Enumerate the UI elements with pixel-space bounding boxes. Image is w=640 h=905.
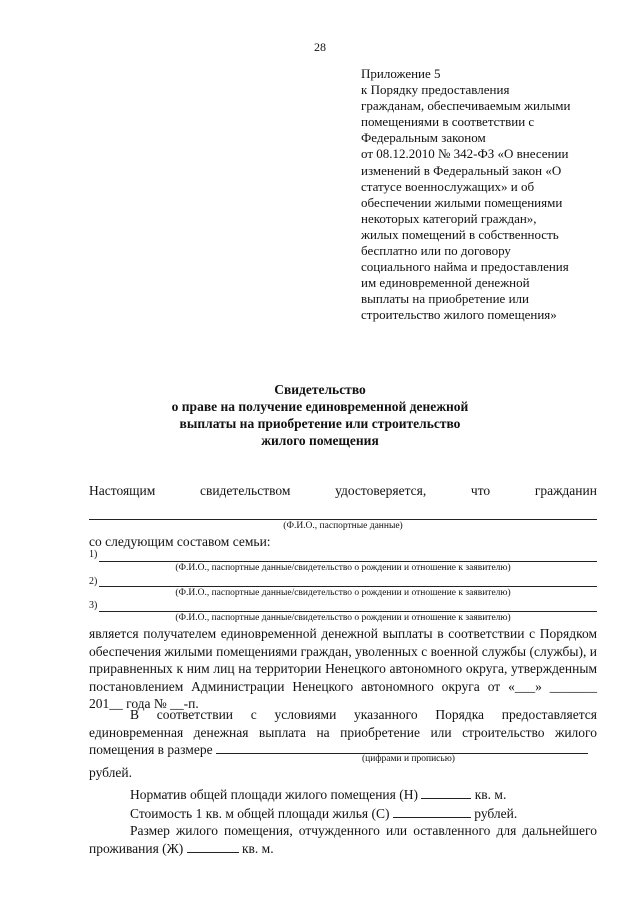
family-number-2: 2)	[89, 576, 98, 587]
size-unit: кв. м.	[242, 840, 274, 856]
appendix-line: бесплатно или по договору	[361, 243, 511, 259]
appendix-line: социального найма и предоставления	[361, 259, 569, 275]
family-number-1: 1)	[89, 549, 98, 560]
appendix-line: им единовременной денежной	[361, 275, 530, 291]
norm-fill-line[interactable]	[421, 788, 471, 799]
caption-fio: (Ф.И.О., паспортные данные)	[283, 521, 403, 531]
title-line: выплаты на приобретение или строительство	[179, 416, 461, 431]
norm-unit: кв. м.	[474, 787, 507, 802]
appendix-header	[361, 66, 621, 324]
family-fill-line-2[interactable]	[99, 586, 597, 587]
cost-line	[89, 806, 597, 822]
title-line: о праве на получение единовременной денежной	[171, 399, 469, 414]
appendix-line: некоторых категорий граждан»,	[361, 210, 537, 226]
size-paragraph	[89, 822, 597, 857]
paragraph-accordance	[89, 706, 597, 759]
family-intro: со следующим составом семьи:	[89, 534, 271, 549]
paragraph-recipient: является получателем единовременной денежной выплаты в соответствии с Порядком обеспечения жилыми помещениями граждан, уволенных с военной службы (службы), и приравненных к ним лиц на территории Ненецкого автономного округа, утвержденным постановлением Администрации Ненецкого автономного округа от «___» _______ 201__ года № __-п.	[89, 626, 597, 711]
family-fill-line-1[interactable]	[99, 561, 597, 562]
cost-unit: рублей.	[474, 806, 518, 821]
appendix-line: Федеральным законом	[361, 130, 486, 146]
appendix-line: строительство жилого помещения»	[361, 307, 557, 323]
family-number-3: 3)	[89, 600, 98, 611]
size-label: Размер жилого помещения, отчужденного или оставленного для дальнейшего проживания (Ж)	[89, 823, 597, 856]
caption-family-2: (Ф.И.О., паспортные данные/свидетельство о рождении и отношение к заявителю)	[175, 588, 511, 598]
caption-family-3: (Ф.И.О., паспортные данные/свидетельство о рождении и отношение к заявителю)	[175, 613, 511, 623]
appendix-line: Приложение 5	[361, 66, 441, 81]
appendix-line: от 08.12.2010 № 342-ФЗ «О внесении	[361, 146, 569, 162]
appendix-line: изменений в Федеральный закон «О	[361, 162, 562, 178]
intro-word: свидетельством	[199, 483, 291, 498]
cost-fill-line[interactable]	[393, 807, 471, 818]
appendix-line: жилых помещений в собственность	[361, 226, 559, 242]
intro-word: что	[470, 483, 491, 498]
intro-line	[89, 483, 597, 499]
appendix-line: к Порядку предоставления	[361, 82, 510, 98]
family-fill-line-3[interactable]	[99, 611, 597, 612]
norm-label: Норматив общей площади жилого помещения (Н)	[130, 787, 418, 802]
caption-amount: (цифрами и прописью)	[362, 754, 455, 764]
caption-family-1: (Ф.И.О., паспортные данные/свидетельство о рождении и отношение к заявителю)	[175, 563, 511, 573]
fio-fill-line[interactable]	[89, 519, 597, 520]
amount-fill-line[interactable]	[216, 743, 588, 754]
appendix-line: помещениями в соответствии с	[361, 114, 535, 130]
document-title	[0, 381, 640, 449]
intro-word: удостоверяется,	[335, 483, 427, 498]
title-line: жилого помещения	[261, 433, 379, 448]
intro-word: Настоящим	[89, 483, 156, 498]
cost-label: Стоимость 1 кв. м общей площади жилья (С)	[130, 806, 390, 821]
paragraph-accordance-text: В соответствии с условиями указанного Порядка предоставляется единовременная денежная выплата на приобретение или строительство жилого помещения в размере	[89, 707, 597, 757]
appendix-line: выплаты на приобретение или	[361, 291, 529, 307]
appendix-line: статусе военнослужащих» и об	[361, 178, 535, 194]
title-line: Свидетельство	[274, 382, 366, 397]
norm-line	[89, 787, 597, 803]
appendix-line: обеспечении жилыми помещениями	[361, 194, 563, 210]
appendix-line: гражданам, обеспечиваемым жилыми	[361, 98, 571, 114]
size-fill-line[interactable]	[187, 842, 239, 853]
page-number: 28	[314, 40, 326, 54]
rubles-label: рублей.	[89, 765, 133, 780]
intro-word: гражданин	[534, 483, 597, 498]
